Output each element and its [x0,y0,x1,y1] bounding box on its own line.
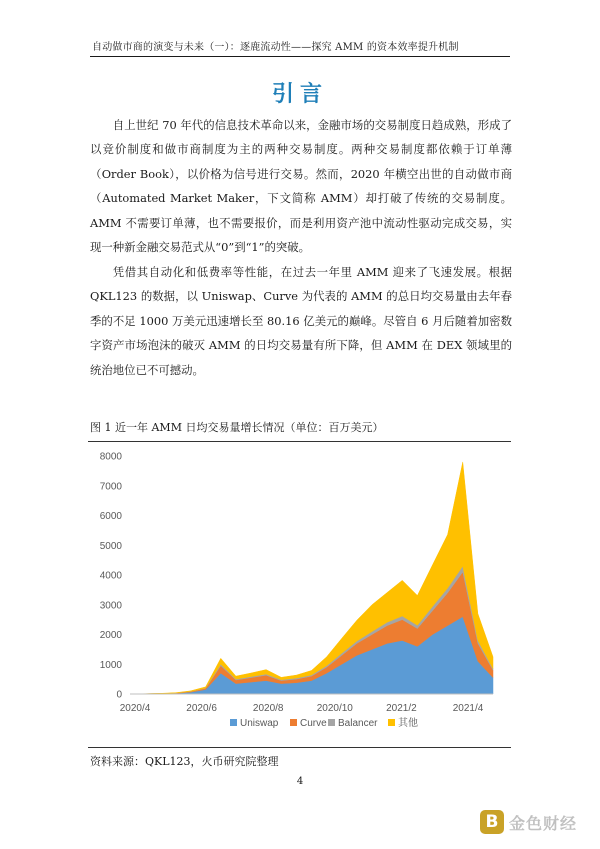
figure-caption: 图 1 近一年 AMM 日均交易量增长情况（单位：百万美元） [90,421,384,434]
y-tick-label-4: 4000 [99,570,122,582]
chart-legend [230,716,418,729]
y-axis-labels [100,452,123,701]
running-header: 自动做市商的演变与未来（一）：逐鹿流动性——探究 AMM 的资本效率提升机制 [92,42,459,53]
y-tick-label-8: 8000 [99,451,122,463]
amm-volume-chart [88,442,511,746]
section-title: 引言 [271,81,328,107]
y-tick-label-6: 6000 [99,511,122,522]
legend-label-2: Balancer [338,718,378,729]
legend-label-3: 其他 [398,718,418,729]
figure-bottom-rule [88,747,511,748]
x-tick-label-1: 2020/6 [186,703,217,714]
source-note: 资料来源：QKL123，火币研究院整理 [90,755,279,768]
page-number: 4 [296,776,304,787]
y-tick-label-2: 2000 [99,630,122,641]
watermark [480,810,577,834]
x-tick-label-0: 2020/4 [119,703,151,714]
legend-swatch-0 [230,719,237,726]
y-tick-label-1: 1000 [99,659,122,671]
plot-areas [130,462,493,694]
paragraph-1: 自上世纪 70 年代的信息技术革命以来，金融市场的交易制度日趋成熟，形成了以竞价制度和做市商制度为主的两种交易制度。两种交易制度都依赖于订单薄（Order Book），以价格为信号进行交易。然而，2020 年横空出世的自动做市商（Automated Market Maker，下文简称 AMM）却打破了传统的交易制度。AMM 不需要订单薄，也不需要报价，而是利用资产池中流动性驱动完成交易，实现一种新金融交易范式从“0”到“1”的突破。 [90,118,512,255]
watermark-text: 金色财经 [509,813,578,833]
legend-label-1: Curve [300,718,327,729]
header-rule [90,56,510,57]
legend-swatch-3 [388,719,395,726]
legend-label-0: Uniswap [240,718,279,729]
x-tick-label-3: 2020/10 [316,703,353,714]
x-axis-labels [120,703,484,714]
x-tick-label-4: 2021/2 [386,703,417,714]
y-tick-label-3: 3000 [99,600,122,612]
x-tick-label-2: 2020/8 [252,703,284,714]
y-tick-label-7: 7000 [99,481,122,493]
paragraph-2: 凭借其自动化和低费率等性能，在过去一年里 AMM 迎来了飞速发展。根据 QKL123 的数据，以 Uniswap、Curve 为代表的 AMM 的总日均交易量由去年春季的不足 1000 万美元迅速增长至 80.16 亿美元的巅峰。尽管自 6 月后随着加密数字资产市场泡沫的破灭 AMM 的日均交易量有所下降，但 AMM 在 DEX 领域里的统治地位已不可撼动。 [90,265,512,377]
legend-swatch-1 [290,719,297,726]
y-tick-label-5: 5000 [99,540,122,552]
y-tick-label-0: 0 [116,689,122,701]
legend-swatch-2 [328,719,335,726]
x-tick-label-5: 2021/4 [452,703,484,714]
watermark-logo-icon: B [480,810,504,834]
